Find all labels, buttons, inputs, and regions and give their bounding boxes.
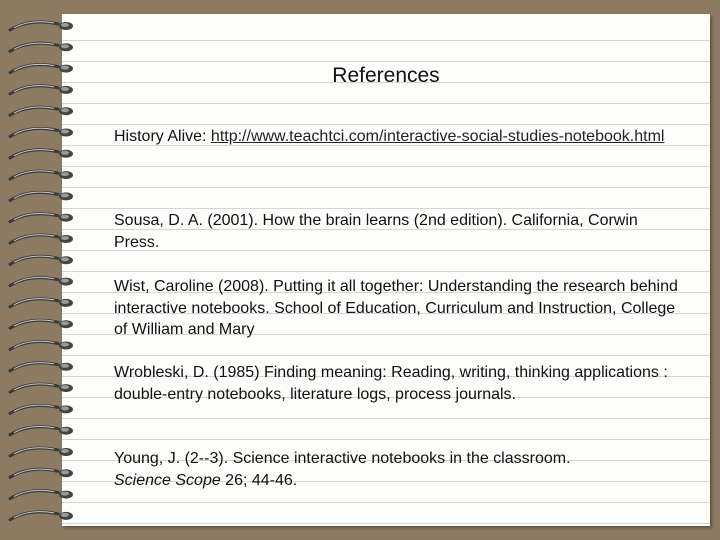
reference-5-text: Young, J. (2--3). Science interactive notebooks in the classroom. <box>114 450 571 467</box>
reference-5-details: 26; 44-46. <box>220 471 298 489</box>
reference-1-link[interactable]: http://www.teachtci.com/interactive-social-studies-notebook.html <box>210 128 665 145</box>
spiral-ring <box>10 235 73 243</box>
reference-item-2: Sousa, D. A. (2001). How the brain learns (2nd edition). California, Corwin Press. <box>114 212 638 251</box>
spiral-ring <box>10 490 73 498</box>
spiral-ring <box>10 320 73 328</box>
spiral-ring <box>10 128 73 136</box>
spiral-ring <box>10 512 73 520</box>
spiral-rings <box>0 14 80 526</box>
spiral-ring <box>10 405 73 413</box>
spiral-ring <box>10 363 73 371</box>
spiral-ring <box>10 171 73 179</box>
spiral-ring <box>10 384 73 392</box>
spiral-ring <box>10 107 73 115</box>
reference-item-1 <box>114 126 684 148</box>
spiral-ring <box>10 448 73 456</box>
reference-item-5 <box>114 448 684 491</box>
spiral-ring <box>10 256 73 264</box>
spiral-ring <box>10 150 73 158</box>
spiral-ring <box>10 341 73 349</box>
reference-5-journal: Science Scope <box>114 471 221 489</box>
reference-1-prefix: History Alive: <box>114 128 211 145</box>
spiral-ring <box>10 426 73 434</box>
spiral-ring <box>10 43 73 51</box>
spiral-ring <box>10 277 73 285</box>
spiral-binding <box>0 14 80 526</box>
reference-item-4: Wrobleski, D. (1985) Finding meaning: Reading, writing, thinking applications : double-entry notebooks, literature logs, process journals. <box>114 364 668 403</box>
spiral-ring <box>10 299 73 307</box>
spiral-ring <box>10 213 73 221</box>
spiral-ring <box>10 192 73 200</box>
spiral-ring <box>10 469 73 477</box>
spiral-ring <box>10 22 73 30</box>
page-title: References <box>332 64 440 87</box>
reference-item-3: Wist, Caroline (2008). Putting it all together: Understanding the research behind interactive notebooks. School of Education, Curriculum and Instruction, College of William and Mary <box>114 278 678 339</box>
